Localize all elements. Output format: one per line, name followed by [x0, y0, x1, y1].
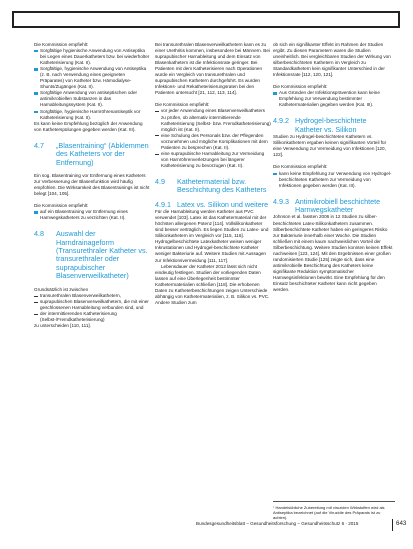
paragraph: Es kann keine Empfehlung bezüglich der Anwendung von Katheterspülungen gegeben werden (Kat. III). — [34, 120, 143, 132]
recommendation-heading: Die Kommission empfiehlt: — [273, 84, 328, 90]
paragraph: Bei transurethralen Blasenverweilkathetern kann es zu einer Urethritis kommen, insbesondere bei Männern. Bei suprapubischer Harnableitung und dem Einsatz von Blasenkathetern ist die Infektionsrate geringer. Bei Patienten mit dem Katheterisieren nach Operationen wurde ein Vergleich von transurethralen und suprapubischen Kathetern durchgeführt. Es wurden Infektions- und Rekatheterisierungsraten bei den Patienten untersucht [21, 112, 113, 114]. — [155, 42, 270, 96]
header-bar — [12, 11, 400, 28]
recommendation-heading: Die Kommission empfiehlt: — [34, 203, 89, 209]
page-number: 643 — [396, 520, 407, 527]
paragraph: Johnson et al. fassten 2006 in 12 Studien zu silber-beschichteten Latex-Silikonkathetern zusammen. Silberbeschichtete Katheter haben ein geringeres Risiko zur Bakteriurie innerhalb einer Woche. Die Studien schließen mit einem kaum nachweislichen Vorteil der Silberbeschichtung. Weitere Studien konnten keinen Effekt nachweisen [123, 124]. Mit den Ergebnissen einer großen randomisierten Studie [125] zeigte sich, dass eine antimikrobielle Beschichtung des Katheters keine signifikante Reduktion symptomatischer Harnwegsinfektionen bewirkt. Eine Empfehlung für den Einsatz beschichteter Katheter kann nicht gegeben werden. — [273, 214, 393, 293]
journal-name: Bundesgesundheitsblatt – Gesundheitsforschung – Gesundheitsschutz 6 · 2015 — [196, 521, 359, 526]
footnote-text: Handelsübliche Zubereitung mit viruziden Wirkstoffen wird als Antiseptika bezeichnet (auf die Viruzidie des Präparats ist zu achten). — [273, 505, 385, 520]
recommendation-item: Sorgfältige hygienische Anwendung von Antiseptika bei Legen eines Dauerkatheters bzw. bei wiederholter Katheterisierung (Kat. II). — [34, 48, 150, 66]
recommendation-heading: Die Kommission empfiehlt: — [273, 164, 328, 170]
column-left — [34, 42, 150, 329]
recommendation-item: vor jeder Anwendung eines Blasenverweilkatheters zu prüfen, ob alternativ intermittierende Katheterisierung (Selbst- bzw. Fremdkatheterisierung) möglich ist (Kat. II). — [155, 108, 271, 132]
column-middle — [155, 42, 271, 306]
paragraph: Lebensdauer der Katheter 2012 lässt sich nicht eindeutig festlegen. Studien der vorliegenden Daten lassen auf eine Überlegenheit bestimmter Kathetermaterialien schließen [118]. Die erhobenen Daten zu Katheterbeschichtungen zeigen Unterschiede abhängig von Kathetermaterialien, z. B. Silikon vs. PVC. Andere Studien zum — [155, 263, 270, 305]
recommendation-item: eine suprapubische Harnableitung zur Vermeidung von Harnröhrenverletzungen bei längerer Katheterisierung zu bevorzugen (Kat. II). — [155, 151, 271, 169]
paragraph: Für die Harnableitung werden Katheter aus PVC verwendet [103]. Latex ist das Kathetermaterial mit der höchsten allergenen Potenz [114]. Vollsilikonkatheter sind besser verträglich. Es liegen Studien zu Latex- und Silikonkathetern im Vergleich vor [115, 116]. Hydrogelbeschichtete Latexkatheter weisen weniger Inkrustationen und Hydrogel-beschichtete Katheter weniger Bakteriurie auf. Weitere Studien mit Aussagen zur Infektionsvermeidung [111, 117]. — [155, 209, 269, 263]
recommendation-item: Aus Gründen der Infektionsprävention kann keine Empfehlung zur Verwendung bestimmter Kathetermaterialien gegeben werden (Kat. III). — [273, 90, 393, 108]
section-heading-4-9-2: 4.9.2 Hydrogel-beschichtete Katheter vs. Silikon — [273, 116, 367, 134]
recommendation-heading: Die Kommission empfiehlt: — [34, 42, 89, 47]
recommendation-heading: Die Kommission empfiehlt: — [155, 102, 210, 108]
section-heading-4-8: 4.8 Auswahl der Harndrainageform (Transurethraler Katheter vs. transurethraler oder suprapubischer Blasenverweilkatheter) — [34, 229, 148, 281]
footnote — [273, 501, 395, 520]
list-item: der intermittierenden Katheterisierung (Selbst-/Fremdkatheterisierung) — [34, 311, 150, 323]
recommendation-item: auf ein Blasentraining vor Entfernung eines Harnwegskatheters zu verzichten (Kat. II). — [34, 209, 150, 221]
footnote-marker: ¹ — [273, 505, 275, 510]
paragraph: Ein sog. Blasentraining vor Entfernung eines Katheters zur Verbesserung der Blasenfunktion wird häufig empfohlen. Die Wirksamkeit des Blasentrainings ist nicht belegt [104, 105]. — [34, 172, 150, 197]
section-heading-4-9-1: 4.9.1 Latex vs. Silikon und weitere — [155, 199, 269, 209]
footer-divider — [392, 519, 393, 531]
paragraph: Grundsätzlich ist zwischen — [34, 286, 89, 292]
section-heading-4-7: 4.7 „Blasentraining“ (Abklemmen des Katheters vor der Entfernung) — [34, 140, 149, 167]
list-item: suprapubischen Blasenverweilkathetern, die mit einer geschlossenen Harnableitung verbunden sind, und — [34, 299, 150, 311]
section-heading-4-9-3: 4.9.3 Antimikrobiell beschichtete Harnwegskatheter — [273, 196, 381, 215]
recommendation-item: kann keine Empfehlung zur Verwendung von Hydrogel-beschichteten Kathetern zur Vermeidung von Infektionen gegeben werden (Kat. III). — [273, 171, 393, 189]
paragraph: zu unterscheiden [110, 111]. — [34, 322, 91, 328]
section-heading-4-9: 4.9 Kathetermaterial bzw. Beschichtung des Katheters — [155, 176, 267, 195]
recommendation-item: eine Schulung des Personals bzw. der Pflegenden vorzunehmen und mögliche Komplikationen mit dem Patienten zu besprechen (Kat. II). — [155, 133, 271, 151]
recommendation-item: Sorgfältige, hygienische Anwendung von Antiseptika (z. B. nach Verwendung eines geeigneten Präparates) von Katheter bzw. Hämodialyse-Shunts/Zugängen (Kat. II). — [34, 66, 150, 90]
paragraph: ob sich ein signifikanter Effekt im Rahmen der Studien ergibt. Zu diesen Parametern waren die Studien uneinheitlich. Bei vergleichbaren Studien der Wirkung von silberbeschichteten Kathetern im Vergleich zu Standardkathetern kein signifikanter Unterschied in der Infektionsrate [112, 120, 121]. — [273, 42, 391, 78]
page-footer — [0, 519, 413, 531]
list-item: transurethralen Blasenverweilkathetern, — [34, 293, 150, 299]
recommendation-item: Sorgfältige, hygienische Harnröhrenantiseptik vor Katheterisierung (Kat. II). — [34, 109, 150, 121]
recommendation-item: Sorgfältige Anwendung von antiseptischen oder antimikrobiellen Substanzen in das Harnableitungssystem (Kat. II). — [34, 90, 150, 108]
paragraph: Studien zu Hydrogel-beschichteten Kathetern vs. Silikonkathetern ergaben keinen signifikanten Vorteil für eine Verwendung zur Vermeidung von Infektionen [120, 122]. — [273, 134, 387, 158]
column-right — [273, 42, 393, 293]
